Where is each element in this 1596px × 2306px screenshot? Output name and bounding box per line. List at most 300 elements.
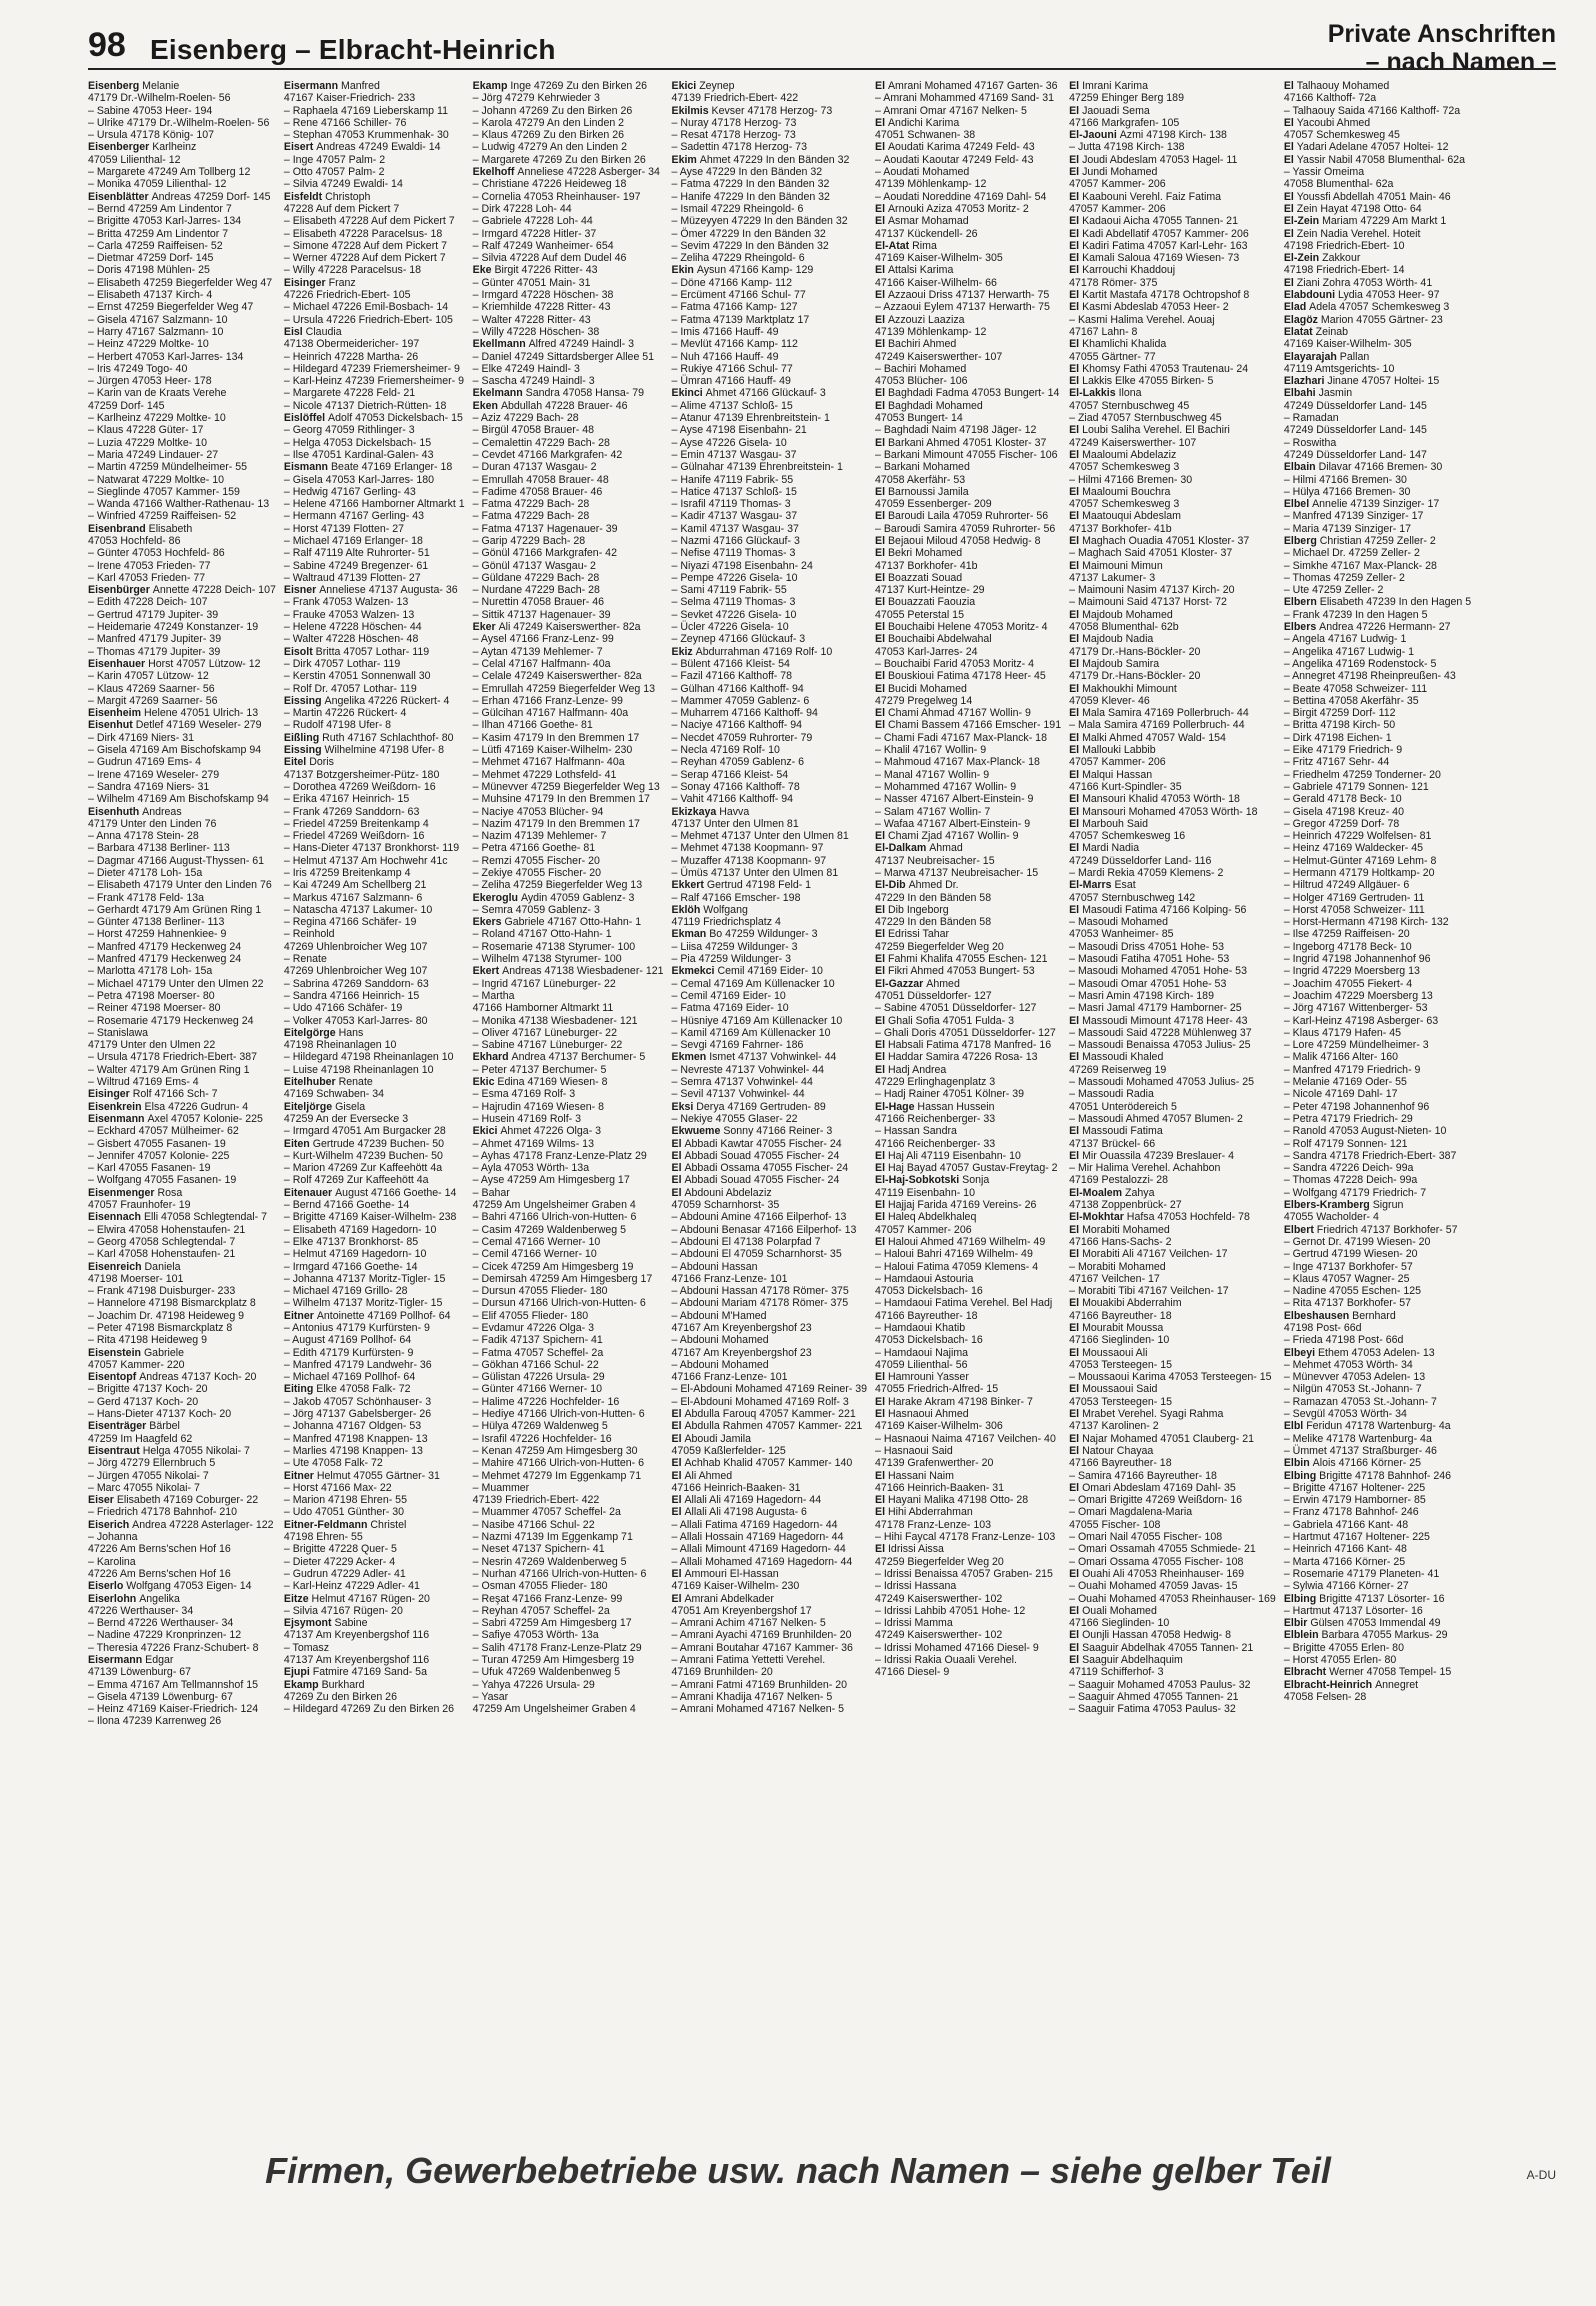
entry-details: Masoudi Fatima 47166 Kolping- 56	[1082, 903, 1247, 916]
directory-entry	[1069, 154, 1276, 166]
entry-details: Aydin 47059 Gablenz- 3	[520, 891, 635, 904]
entry-details: – Massoudi Benaissa 47053 Julius- 25	[1069, 1039, 1251, 1052]
directory-entry	[1284, 1261, 1471, 1273]
directory-entry	[672, 1593, 868, 1605]
entry-surname: Ekin	[671, 264, 697, 277]
entry-details: 47179 Dr.-Hans-Böckler- 20	[1069, 645, 1201, 658]
directory-entry	[88, 867, 276, 879]
entry-details: – Sami 47119 Fabrik- 55	[671, 584, 787, 597]
directory-entry	[875, 830, 1061, 842]
entry-details: Alois 47166 Körner- 25	[1312, 1457, 1422, 1470]
entry-details: – Kriemhilde 47228 Ritter- 43	[472, 301, 611, 314]
directory-entry	[672, 928, 868, 940]
directory-entry	[1069, 1494, 1276, 1506]
directory-entry	[1069, 941, 1276, 953]
entry-details: – Ouahi Mohamed 47059 Javas- 15	[1069, 1580, 1238, 1593]
entry-details: Jasmin	[1318, 387, 1353, 400]
directory-entry	[672, 1580, 868, 1592]
entry-details: Manfred	[341, 80, 380, 92]
entry-details: Arnouki Aziza 47053 Moritz- 2	[887, 202, 1029, 215]
entry-details: – Turan 47259 Am Himgesberg 19	[472, 1654, 635, 1666]
directory-entry	[1069, 1359, 1276, 1371]
entry-details: Joudi Abdeslam 47053 Hagel- 11	[1082, 153, 1238, 166]
entry-details: – Klaus 47057 Wagner- 25	[1283, 1272, 1410, 1285]
entry-details: Gertrud 47198 Feld- 1	[706, 879, 812, 892]
entry-details: – Abdouni Mohamed	[671, 1358, 769, 1371]
directory-entry	[1069, 781, 1276, 793]
entry-details: – Gerald 47178 Beck- 10	[1283, 793, 1402, 806]
entry-surname: El	[1069, 1297, 1083, 1310]
directory-entry	[1284, 1236, 1471, 1248]
directory-entry	[1069, 498, 1276, 510]
entry-details: – Britta 47259 Am Lindentor 7	[88, 227, 229, 240]
directory-entry	[88, 978, 276, 990]
entry-details: – Ayse 47259 Am Himgesberg 17	[472, 1174, 630, 1187]
directory-entry	[284, 1039, 465, 1051]
entry-details: – Sabine 47053 Heer- 194	[88, 104, 213, 117]
directory-entry	[88, 375, 276, 387]
entry-surname: Eislöffel	[283, 412, 329, 425]
entry-details: – Amrani Boutahar 47167 Kammer- 36	[671, 1641, 853, 1654]
directory-entry	[473, 1261, 664, 1273]
entry-details: Hayani Malika 47198 Otto- 28	[887, 1494, 1029, 1507]
directory-entry	[672, 1642, 868, 1654]
entry-details: 47051 Düsseldorfer- 127	[875, 989, 992, 1002]
entry-surname: El	[1069, 166, 1083, 179]
entry-details: 47058 Blumenthal- 62a	[1283, 178, 1394, 191]
entry-details: Franz	[328, 276, 356, 289]
entry-details: 47198 Post- 66d	[1283, 1321, 1362, 1334]
directory-entry	[672, 769, 868, 781]
entry-surname: El	[1069, 252, 1083, 265]
entry-surname: El	[1069, 1051, 1083, 1064]
entry-surname: El-Moalem	[1069, 1186, 1126, 1199]
entry-details: – Peter 47198 Bismarckplatz 8	[88, 1321, 233, 1334]
entry-details: – Margarete 47228 Feld- 21	[283, 387, 416, 400]
directory-entry	[284, 424, 465, 436]
entry-details: – Cornelia 47053 Rheinhauser- 197	[472, 190, 641, 203]
directory-entry	[1284, 892, 1471, 904]
directory-entry	[284, 1297, 465, 1309]
directory-entry	[473, 105, 664, 117]
entry-details: – Michael 47226 Emil-Bosbach- 14	[283, 301, 449, 314]
directory-entry	[1284, 928, 1471, 940]
entry-details: 47259 Am Ungelsheimer Graben 4	[472, 1703, 636, 1716]
directory-entry	[1069, 1470, 1276, 1482]
directory-entry	[88, 584, 276, 596]
entry-details: – Fritz 47167 Sehr- 44	[1283, 756, 1390, 769]
directory-entry	[1069, 572, 1276, 584]
directory-entry	[875, 990, 1061, 1002]
entry-details: – Masoudi Mohamed 47051 Hohe- 53	[1069, 965, 1247, 978]
directory-entry	[473, 1506, 664, 1518]
entry-details: 47169 Schwaben- 34	[283, 1088, 385, 1101]
entry-details: – Michael 47169 Erlanger- 18	[283, 534, 423, 547]
entry-surname: Elbracht-Heinrich	[1283, 1678, 1376, 1691]
entry-details: – Sascha 47249 Haindl- 3	[472, 375, 595, 388]
entry-details: – Frank 47239 In den Hagen 5	[1283, 608, 1428, 621]
entry-details: – El-Abdouni Mohamed 47169 Reiner- 39	[671, 1383, 868, 1396]
directory-entry	[1284, 1531, 1471, 1543]
entry-details: – Reyhan 47057 Scheffel- 2a	[472, 1604, 610, 1617]
directory-entry	[1284, 166, 1471, 178]
entry-details: – Beate 47058 Schweizer- 111	[1283, 682, 1428, 695]
entry-surname: Eitelgörge	[283, 1026, 339, 1039]
directory-entry	[672, 658, 868, 670]
directory-entry	[1284, 1691, 1471, 1703]
directory-entry	[1284, 1371, 1471, 1383]
entry-surname: El-Mokhtar	[1069, 1211, 1127, 1224]
entry-details: – Amrani Achim 47167 Nelken- 5	[671, 1617, 826, 1630]
entry-surname: Eiting	[283, 1383, 317, 1396]
entry-surname: Ekmekci	[671, 965, 718, 978]
entry-details: – Israfil 47226 Hochfelder- 16	[472, 1432, 612, 1445]
entry-details: Burkhard	[321, 1678, 365, 1691]
directory-entry	[1069, 1125, 1276, 1137]
entry-surname: El	[875, 534, 888, 547]
directory-entry	[1284, 154, 1471, 166]
entry-details: Brigitte 47137 Lösorter- 16	[1319, 1592, 1445, 1605]
entry-details: – Massoudi Said 47228 Mühlenweg 37	[1069, 1026, 1252, 1039]
directory-entry	[1069, 1113, 1276, 1125]
entry-details: 47228 Auf dem Pickert 7	[283, 202, 400, 215]
directory-entry	[88, 830, 276, 842]
directory-entry	[672, 1236, 868, 1248]
directory-entry	[1284, 412, 1471, 424]
entry-details: – Hermann 47179 Holtkamp- 20	[1283, 867, 1435, 879]
entry-details: – Masoudi Mohamed	[1069, 916, 1169, 929]
entry-details: Chami Bassem 47166 Emscher- 191	[887, 719, 1062, 732]
entry-details: – Michael 47169 Pollhof- 64	[283, 1371, 416, 1384]
entry-details: Maatouqui Abdeslam	[1082, 510, 1182, 523]
directory-entry	[1069, 351, 1276, 363]
entry-details: Ahmed Dr.	[908, 879, 959, 892]
directory-entry	[1069, 904, 1276, 916]
directory-entry	[284, 105, 465, 117]
directory-entry	[1069, 855, 1276, 867]
directory-entry	[1069, 867, 1276, 879]
directory-entry	[284, 449, 465, 461]
entry-details: – Dorothea 47269 Weißdorn- 16	[283, 780, 436, 793]
directory-entry	[1284, 240, 1471, 252]
directory-entry	[1284, 1568, 1471, 1580]
entry-details: – Christiane 47226 Heideweg 18	[472, 178, 627, 191]
entry-details: Wilhelmine 47198 Ufer- 8	[324, 744, 445, 757]
directory-entry	[672, 941, 868, 953]
directory-entry	[875, 904, 1061, 916]
entry-details: – Willy 47228 Paracelsus- 18	[283, 264, 422, 277]
entry-details: – Münevver 47259 Biegerfelder Weg 13	[472, 780, 660, 793]
entry-surname: El	[1069, 1248, 1083, 1261]
directory-entry	[1069, 178, 1276, 190]
entry-details: – Gisela 47139 Löwenburg- 67	[88, 1690, 233, 1703]
directory-entry	[1284, 1150, 1471, 1162]
directory-entry	[875, 867, 1061, 879]
entry-details: – Hediye 47166 Ulrich-von-Hutten- 6	[472, 1408, 645, 1421]
directory-entry	[1284, 191, 1471, 203]
directory-entry	[1284, 400, 1471, 412]
entry-details: – Amrani Fatima Yettetti Verehel.	[671, 1654, 826, 1666]
directory-entry	[1069, 621, 1276, 633]
entry-details: – Hedwig 47167 Gerling- 43	[283, 485, 416, 498]
directory-entry	[672, 1371, 868, 1383]
entry-details: 47059 Klever- 46	[1069, 694, 1150, 707]
entry-details: – Hihi Faycal 47178 Franz-Lenze- 103	[875, 1531, 1056, 1544]
directory-entry	[473, 1088, 664, 1100]
entry-details: – Mehmet 47167 Halfmann- 40a	[472, 756, 625, 769]
entry-details: – Bahri 47166 Ulrich-von-Hutten- 6	[472, 1211, 637, 1224]
entry-details: – Helene 47166 Hamborner Altmarkt 1	[283, 498, 465, 511]
directory-entry	[1069, 1310, 1276, 1322]
entry-surname: El	[1069, 817, 1083, 830]
directory-entry	[473, 1039, 664, 1051]
entry-details: 47139 Friedrich-Ebert- 422	[671, 92, 799, 105]
directory-entry	[1284, 387, 1471, 399]
directory-entry	[1284, 965, 1471, 977]
directory-entry	[473, 806, 664, 818]
directory-entry	[672, 1125, 868, 1137]
entry-details: 47137 Borkhofer- 41b	[875, 559, 978, 572]
directory-entry	[473, 1347, 664, 1359]
directory-entry	[1069, 191, 1276, 203]
entry-surname: El	[875, 399, 888, 412]
entry-surname: El	[875, 141, 888, 154]
entry-surname: Eissing	[283, 744, 325, 757]
entry-details: – Erwin 47179 Hamborner- 85	[1283, 1494, 1426, 1507]
entry-details: – Masoudi Driss 47051 Hohe- 53	[1069, 940, 1224, 953]
entry-details: – Gülhan 47166 Kalthoff- 94	[671, 682, 804, 695]
directory-entry	[875, 781, 1061, 793]
entry-details: – Wolfgang 47055 Fasanen- 19	[88, 1174, 237, 1187]
entry-details: – Wiltrud 47169 Ems- 4	[88, 1076, 199, 1089]
directory-entry	[1284, 1162, 1471, 1174]
entry-surname: Eksi	[671, 1100, 697, 1113]
directory-entry	[284, 498, 465, 510]
entry-details: Wolfgang	[703, 903, 748, 916]
entry-surname: El	[1069, 485, 1083, 498]
entry-details: – Abdouni Mariam 47178 Römer- 375	[671, 1297, 849, 1310]
entry-details: – Nurettin 47058 Brauer- 46	[472, 596, 604, 609]
directory-entry	[1069, 609, 1276, 621]
directory-entry	[88, 1531, 276, 1543]
directory-entry	[875, 486, 1061, 498]
entry-details: – Simone 47228 Auf dem Pickert 7	[283, 239, 447, 252]
entry-details: 47139 Möhlenkamp- 12	[875, 178, 987, 191]
directory-entry	[473, 953, 664, 965]
entry-details: – Elwira 47058 Hohenstaufen- 21	[88, 1223, 246, 1236]
directory-entry	[473, 166, 664, 178]
directory-entry	[88, 412, 276, 424]
entry-details: – Wanda 47166 Walther-Rathenau- 13	[88, 498, 270, 511]
directory-entry	[672, 326, 868, 338]
directory-entry	[1284, 756, 1471, 768]
entry-details: 47137 Brückel- 66	[1069, 1137, 1156, 1150]
entry-details: – Antonius 47179 Kurfürsten- 9	[283, 1321, 430, 1334]
entry-details: Ali Ahmed	[684, 1469, 733, 1482]
directory-entry	[672, 806, 868, 818]
entry-surname: El	[875, 621, 888, 634]
entry-surname: El-Hage	[875, 1100, 918, 1113]
entry-details: – Jörg 47167 Wittenberger- 53	[1283, 1002, 1428, 1015]
entry-details: – Frauke 47053 Walzen- 13	[283, 608, 415, 621]
entry-details: Habsali Fatima 47178 Manfred- 16	[887, 1039, 1052, 1052]
entry-details: – Hüsniye 47169 Am Küllenacker 10	[671, 1014, 843, 1027]
directory-entry	[1069, 1666, 1276, 1678]
entry-details: Adolf 47053 Dickelsbach- 15	[328, 412, 463, 425]
entry-details: – Celale 47249 Kaiserswerther- 82a	[472, 670, 642, 683]
directory-entry	[1284, 1617, 1471, 1629]
entry-surname: El	[1069, 1629, 1083, 1642]
directory-entry	[875, 1519, 1061, 1531]
entry-details: – Hanife 47229 In den Bänden 32	[671, 190, 830, 203]
entry-details: – Markus 47167 Salzmann- 6	[283, 891, 423, 904]
directory-entry	[284, 818, 465, 830]
entry-details: – Ranold 47053 August-Nieten- 10	[1283, 1125, 1447, 1138]
entry-details: Dib Ingeborg	[887, 903, 949, 916]
entry-details: Barnoussi Jamila	[887, 485, 969, 498]
entry-details: 47139 Friedrich-Ebert- 422	[472, 1494, 600, 1507]
directory-entry	[875, 363, 1061, 375]
directory-entry	[875, 375, 1061, 387]
directory-entry	[672, 1138, 868, 1150]
directory-entry	[284, 1076, 465, 1088]
directory-entry	[473, 1568, 664, 1580]
entry-details: – Sandra 47169 Niers- 31	[88, 780, 210, 793]
entry-details: – Irmgard 47166 Goethe- 14	[283, 1260, 418, 1273]
entry-details: – Idrissi Benaissa 47057 Graben- 215	[875, 1567, 1053, 1580]
entry-details: – Sabrina 47269 Sanddorn- 63	[283, 977, 429, 990]
entry-surname: Elbers-Kramberg	[1283, 1199, 1373, 1212]
entry-details: – Zeliha 47259 Biegerfelder Weg 13	[472, 879, 643, 892]
directory-entry	[88, 1470, 276, 1482]
entry-details: 47137 Lakumer- 3	[1069, 571, 1156, 584]
entry-details: – Iris 47249 Togo- 40	[88, 362, 188, 375]
entry-details: – Masri Amin 47198 Kirch- 189	[1069, 989, 1214, 1002]
entry-details: Christian 47259 Zeller- 2	[1319, 534, 1436, 547]
directory-entry	[473, 424, 664, 436]
directory-entry	[1069, 1568, 1276, 1580]
entry-details: – Semra 47059 Gablenz- 3	[472, 903, 600, 916]
entry-details: – Heinz 47169 Waldecker- 45	[1283, 842, 1423, 855]
entry-details: – Marlies 47198 Knappen- 13	[283, 1444, 423, 1457]
entry-details: – Ralf 47249 Wanheimer- 654	[472, 239, 614, 252]
entry-details: – Mehmet 47279 Im Eggenkamp 71	[472, 1469, 642, 1482]
entry-surname: Eiser	[88, 1494, 117, 1507]
directory-entry	[284, 1285, 465, 1297]
directory-entry	[473, 1174, 664, 1186]
directory-entry	[88, 92, 276, 104]
directory-entry	[473, 535, 664, 547]
directory-entry	[875, 1593, 1061, 1605]
directory-entry	[1069, 1605, 1276, 1617]
directory-entry	[88, 719, 276, 731]
entry-surname: El	[1069, 289, 1083, 302]
entry-details: 47057 Schemkesweg 3	[1069, 498, 1180, 511]
entry-details: Mouakibi Abderrahim	[1082, 1297, 1182, 1310]
entry-details: – Monika 47138 Wiesbadener- 121	[472, 1014, 638, 1027]
entry-details: – Dirk 47057 Lothar- 119	[283, 657, 401, 670]
entry-details: 47169 Brunhilden- 20	[671, 1666, 773, 1679]
directory-entry	[473, 1445, 664, 1457]
directory-entry	[473, 1138, 664, 1150]
directory-entry	[1284, 1138, 1471, 1150]
entry-details: – Bernd 47259 Am Lindentor 7	[88, 202, 232, 215]
entry-details: Achhab Khalid 47057 Kammer- 140	[684, 1457, 853, 1470]
entry-details: – Raphaela 47169 Lieberskamp 11	[283, 104, 449, 117]
directory-entry	[1069, 1273, 1276, 1285]
entry-details: 47169 Kaiser-Wilhelm- 230	[671, 1580, 800, 1593]
entry-details: Karlheinz	[152, 141, 197, 154]
directory-entry	[473, 1273, 664, 1285]
entry-details: Helmut 47055 Gärtner- 31	[316, 1469, 440, 1482]
directory-entry	[672, 1383, 868, 1395]
entry-details: – Kamil 47169 Am Küllenacker 10	[671, 1026, 831, 1039]
entry-details: – Duran 47137 Wasgau- 2	[472, 461, 597, 474]
entry-details: – Müzeyyen 47229 In den Bänden 32	[671, 215, 848, 228]
directory-entry	[473, 1470, 664, 1482]
entry-surname: Eisinger	[88, 1088, 133, 1101]
entry-surname: El	[875, 903, 888, 916]
entry-details: 47055 Peterstal 15	[875, 608, 964, 621]
entry-details: – Jürgen 47055 Nikolai- 7	[88, 1469, 209, 1482]
entry-details: Inge 47269 Zu den Birken 26	[510, 80, 648, 92]
directory-entry	[88, 486, 276, 498]
directory-entry	[672, 498, 868, 510]
directory-entry	[473, 1285, 664, 1297]
entry-details: 47259 Dorf- 145	[88, 399, 165, 412]
directory-entry	[1284, 707, 1471, 719]
entry-details: Birgit 47226 Ritter- 43	[494, 264, 598, 277]
directory-entry	[284, 990, 465, 1002]
directory-entry	[88, 658, 276, 670]
directory-entry	[1069, 793, 1276, 805]
directory-entry	[1284, 1679, 1471, 1691]
directory-entry	[875, 461, 1061, 473]
directory-entry	[672, 264, 868, 276]
entry-details: 47167 Kaiser-Friedrich- 233	[283, 92, 416, 105]
entry-details: – Ömer 47229 In den Bänden 32	[671, 227, 826, 240]
entry-details: Maimouni Mimun	[1082, 559, 1163, 572]
entry-details: 47249 Düsseldorfer Land- 116	[1069, 854, 1212, 867]
entry-details: 47057 Schemkesweg 45	[1283, 129, 1400, 142]
directory-entry	[473, 400, 664, 412]
entry-details: 47137 Kückendell- 26	[875, 227, 978, 240]
directory-entry	[284, 535, 465, 547]
entry-details: – Michael 47179 Unter den Ulmen 22	[88, 977, 264, 990]
directory-entry	[875, 670, 1061, 682]
directory-entry	[473, 928, 664, 940]
directory-entry	[88, 1715, 276, 1727]
entry-details: – Johann 47269 Zu den Birken 26	[472, 104, 633, 117]
directory-entry	[875, 535, 1061, 547]
entry-details: – August 47169 Pollhof- 64	[283, 1334, 412, 1347]
directory-entry	[284, 781, 465, 793]
directory-entry	[1069, 1076, 1276, 1088]
entry-details: – Manfred 47179 Jupiter- 39	[88, 633, 222, 646]
directory-entry	[672, 203, 868, 215]
directory-entry	[88, 1433, 276, 1445]
entry-details: – Omari Nail 47055 Fischer- 108	[1069, 1531, 1223, 1544]
entry-surname: Elbing	[1283, 1592, 1320, 1605]
entry-details: – Sandra 47166 Heinrich- 15	[283, 989, 420, 1002]
directory-entry	[1069, 1027, 1276, 1039]
entry-details: – Hatice 47137 Schloß- 15	[671, 485, 797, 498]
directory-entry	[1284, 560, 1471, 572]
directory-entry	[1069, 1224, 1276, 1236]
entry-details: – Amrani Omar 47167 Nelken- 5	[875, 104, 1027, 117]
entry-details: – Zeynep 47166 Glückauf- 3	[671, 633, 806, 646]
entry-details: – Cicek 47259 Am Himgesberg 19	[472, 1260, 634, 1273]
